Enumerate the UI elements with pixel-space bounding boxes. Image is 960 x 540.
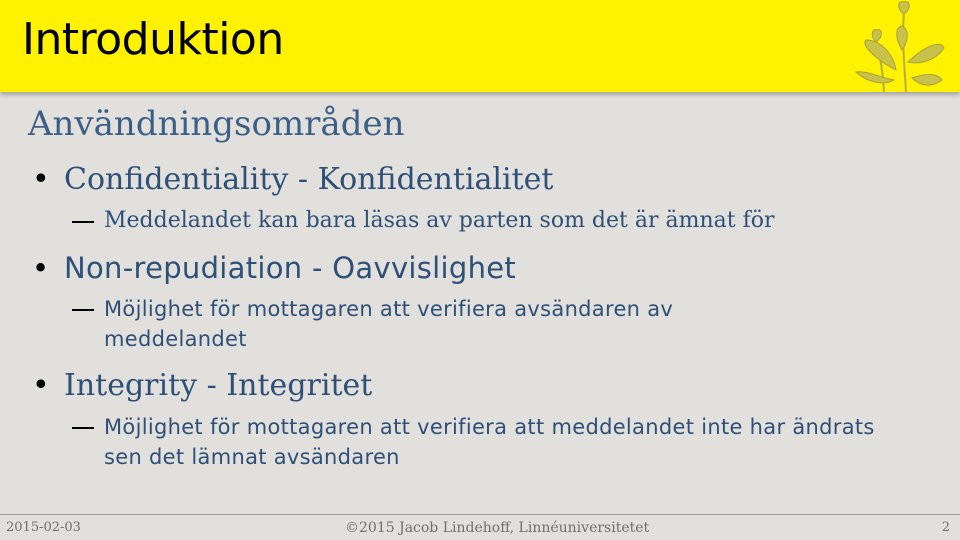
dash-marker	[72, 427, 94, 429]
list-item	[28, 366, 928, 406]
dash-marker	[72, 221, 94, 223]
dash-marker	[72, 309, 94, 311]
list-item-label: Non-repudiation - Oavvislighet	[64, 251, 517, 285]
footer-divider	[0, 514, 960, 515]
bullet-list	[28, 160, 928, 484]
list-subitem-text: Möjlighet för mottagaren att verifiera avsändaren av meddelandet	[104, 297, 674, 351]
bullet-glyph: •	[32, 251, 50, 285]
list-item-label: Confidentiality - Konfidentialitet	[64, 162, 554, 197]
plant-logo-icon	[836, 0, 946, 92]
list-subitem	[28, 206, 928, 236]
list-subitem	[28, 412, 904, 472]
slide-title: Introduktion	[22, 14, 284, 65]
page-number: 2	[941, 520, 950, 535]
footer-copyright: ©2015 Jacob Lindehoff, Linnéuniversitetet	[345, 520, 650, 536]
footer-date: 2015-02-03	[6, 520, 81, 535]
section-heading: Användningsområden	[28, 104, 405, 144]
list-subitem-text: Meddelandet kan bara läsas av parten som det är ämnat för	[104, 208, 775, 233]
list-item	[28, 248, 928, 288]
bullet-glyph: •	[32, 368, 50, 403]
list-item-label: Integrity - Integritet	[64, 368, 373, 403]
list-item	[28, 160, 928, 200]
bullet-glyph: •	[32, 162, 50, 197]
list-subitem	[28, 294, 784, 354]
title-bar	[0, 0, 960, 92]
list-subitem-text: Möjlighet för mottagaren att verifiera att meddelandet inte har ändrats sen det lämnat avsändaren	[104, 415, 875, 469]
